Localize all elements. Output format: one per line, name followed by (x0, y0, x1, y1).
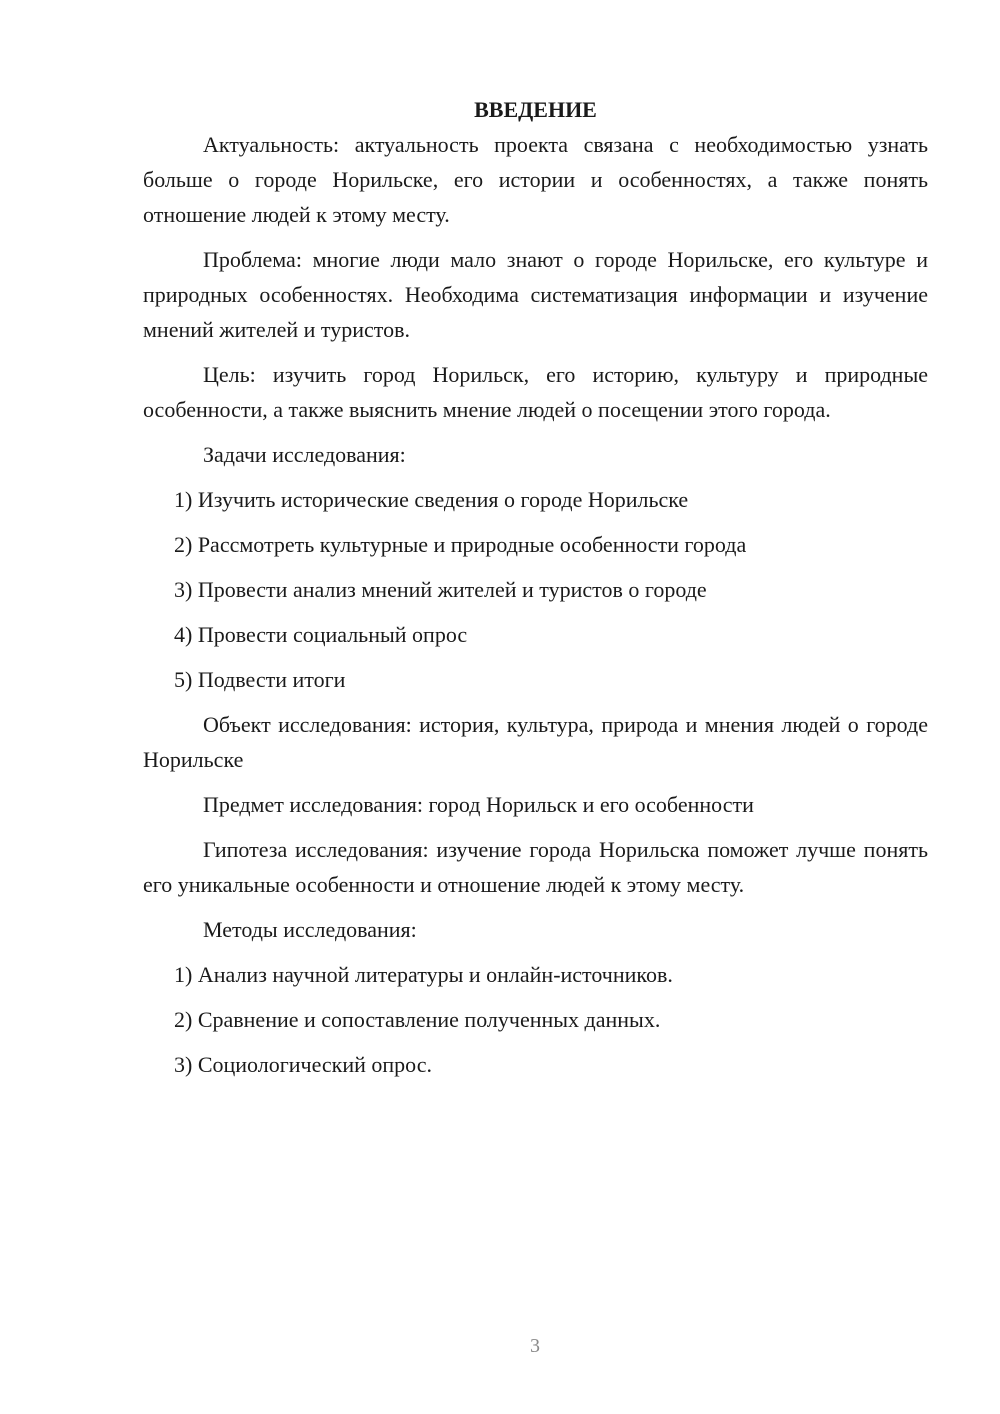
page-number: 3 (530, 1335, 540, 1357)
goal-paragraph: Цель: изучить город Норильск, его историю, культуру и природные особенности, а также выяснить мнение людей о посещении этого города. (143, 362, 928, 422)
method-item: 1) Анализ научной литературы и онлайн-источников. (174, 962, 673, 987)
hypothesis-paragraph: Гипотеза исследования: изучение города Норильска поможет лучше понять его уникальные особенности и отношение людей к этому месту. (143, 837, 928, 897)
task-item: 3) Провести анализ мнений жителей и туристов о городе (174, 577, 707, 602)
problem-paragraph: Проблема: многие люди мало знают о городе Норильске, его культуре и природных особенностях. Необходима систематизация информации и изучение мнений жителей и туристов. (143, 247, 928, 342)
method-item: 2) Сравнение и сопоставление полученных данных. (174, 1007, 661, 1032)
object-paragraph: Объект исследования: история, культура, природа и мнения людей о городе Норильске (143, 712, 928, 772)
task-item: 2) Рассмотреть культурные и природные особенности города (174, 532, 747, 557)
document-body (143, 93, 928, 1092)
task-item: 1) Изучить исторические сведения о городе Норильске (174, 487, 689, 512)
task-item: 4) Провести социальный опрос (174, 622, 468, 647)
task-item: 5) Подвести итоги (174, 667, 346, 692)
method-item: 3) Социологический опрос. (174, 1052, 432, 1077)
relevance-paragraph: Актуальность: актуальность проекта связана с необходимостью узнать больше о городе Норильске, его истории и особенностях, а также понять отношение людей к этому месту. (143, 132, 928, 227)
methods-label: Методы исследования: (203, 917, 417, 942)
subject-paragraph: Предмет исследования: город Норильск и его особенности (203, 792, 754, 817)
section-heading: ВВЕДЕНИЕ (474, 97, 597, 122)
tasks-label: Задачи исследования: (203, 442, 406, 467)
